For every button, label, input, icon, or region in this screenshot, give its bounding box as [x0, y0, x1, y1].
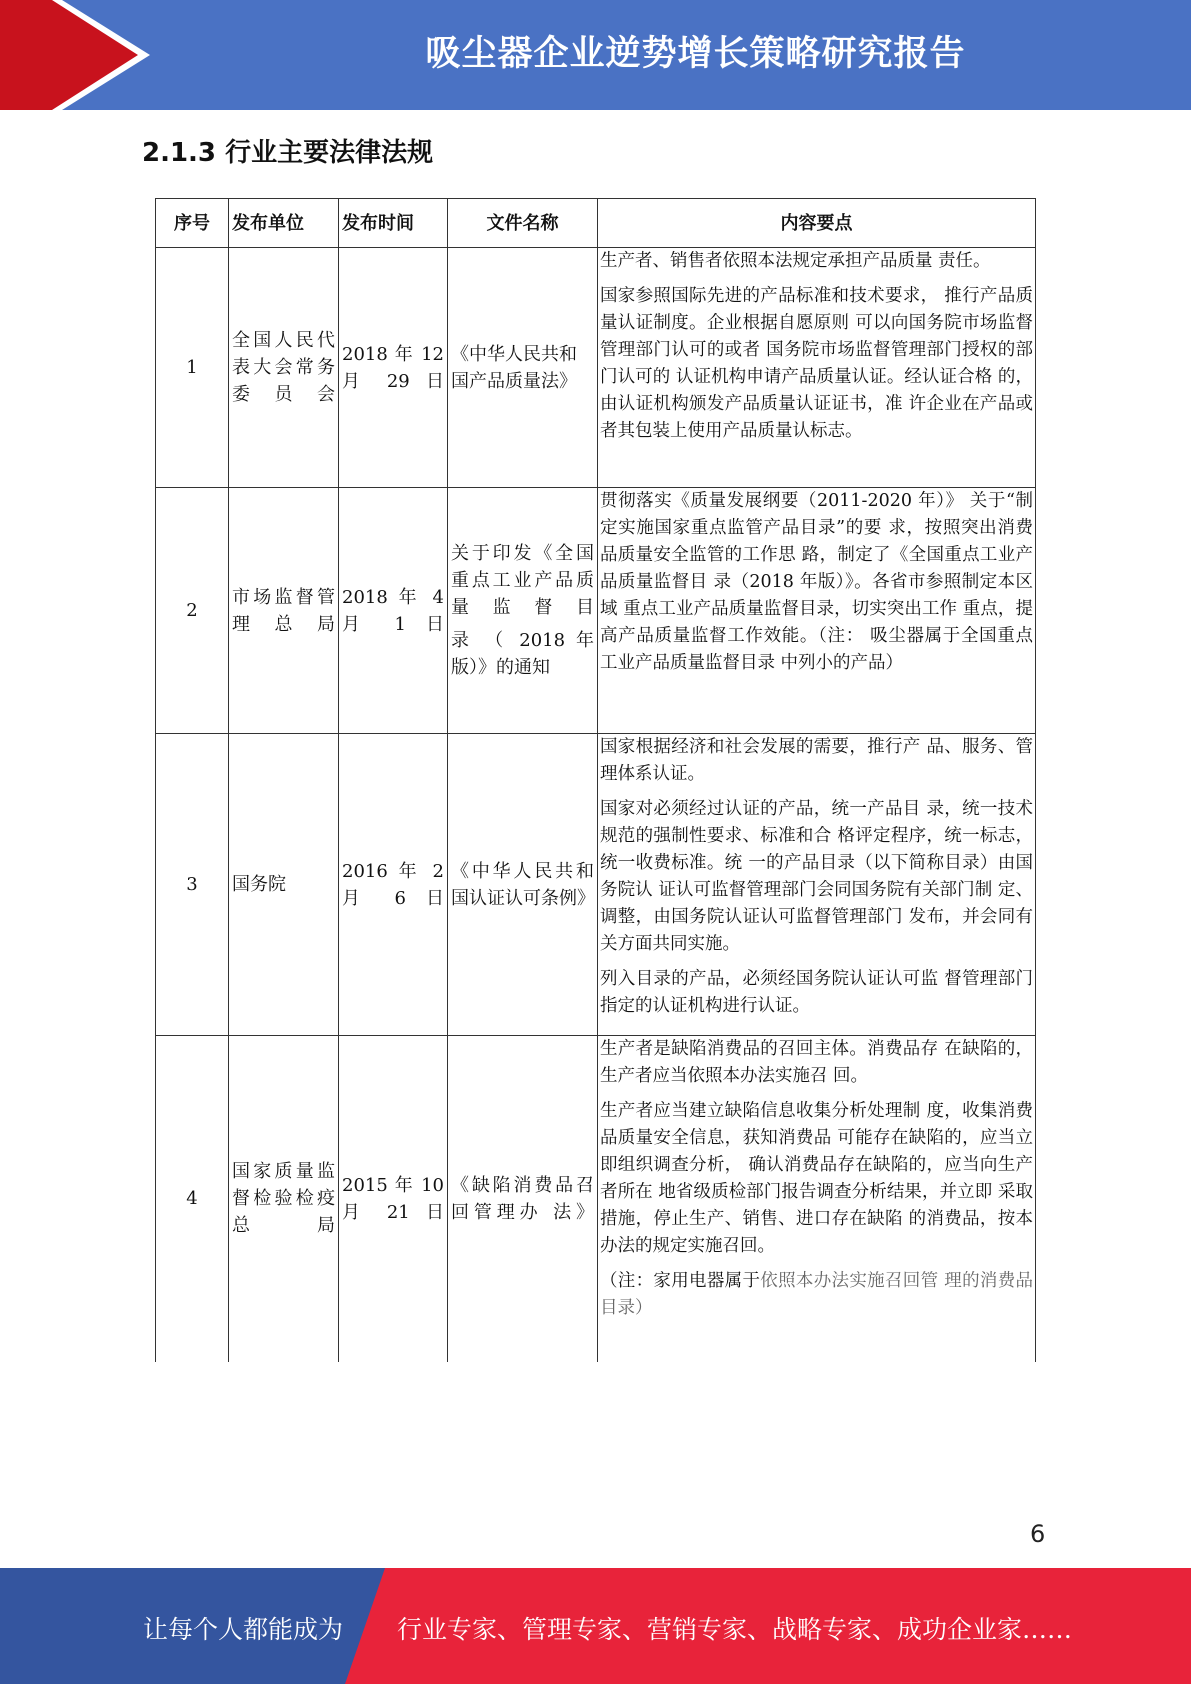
- header-no: 序号: [156, 199, 229, 248]
- header-points: 内容要点: [598, 199, 1036, 248]
- row-no: 3: [156, 734, 229, 1036]
- table-row: [156, 248, 1036, 488]
- row-date: 2015 年 10 月 21 日: [339, 1036, 448, 1362]
- row-points: [598, 488, 1036, 734]
- footer-banner: [0, 1568, 1191, 1684]
- point-text: 生产者、销售者依照本法规定承担产品质量 责任。: [600, 251, 991, 271]
- point-text: 生产者是缺陷消费品的召回主体。消费品存 在缺陷的，生产者应当依照本办法实施召 回。: [600, 1039, 1033, 1086]
- header-document: 文件名称: [448, 199, 598, 248]
- point-text: 生产者应当建立缺陷信息收集分析处理制 度，收集消费品质量安全信息，获知消费品 可能存在缺陷的，应当立即组织调查分析， 确认消费品存在缺陷的，应当向生产者所在 地省级质检部门报告调查分析结果，并立即 采取措施，停止生产、销售、进口存在缺陷 的消费品，按本办法的规定实施召回。: [600, 1101, 1033, 1256]
- document-line: 关于印发《全国重点工业产品质量监督目: [451, 543, 594, 618]
- row-issuer: 国务院: [229, 734, 339, 1036]
- table-header-row: [156, 199, 1036, 248]
- row-no: 1: [156, 248, 229, 488]
- point-text: 贯彻落实《质量发展纲要（2011-2020 年）》 关于“制定实施国家重点监管产品目录”的要 求，按照突出消费品质量安全监管的工作思 路，制定了《全国重点工业产品质量监督目 录（2018 年版）》。各省市参照制定本区域 重点工业产品质量监督目录，切实突出工作 重点，提高产品质量监督工作效能。（注： 吸尘器属于全国重点工业产品质量监督目录 中列小的产品）: [600, 491, 1033, 673]
- regulations-table: [155, 198, 1036, 1362]
- point-text: 列入目录的产品，必须经国务院认证认可监 督管理部门指定的认证机构进行认证。: [600, 969, 1033, 1016]
- row-document: 《缺陷消费品召回管理办 法》: [448, 1036, 598, 1362]
- report-title: 吸尘器企业逆势增长策略研究报告: [425, 34, 966, 74]
- point-text: 国家参照国际先进的产品标准和技术要求， 推行产品质量认证制度。企业根据自愿原则 可以向国务院市场监督管理部门认可的或者 国务院市场监督管理部门授权的部门认可的 认证机构申请产品质量认证。经认证合格 的，由认证机构颁发产品质量认证证书，准 许企业在产品或者其包装上使用产品质量认标志。: [600, 286, 1033, 441]
- row-document: 《中华人民共和国产品质量法》: [448, 248, 598, 488]
- page-number: 6: [1030, 1520, 1046, 1548]
- row-document: [448, 488, 598, 734]
- row-no: 4: [156, 1036, 229, 1362]
- section-heading: 2.1.3 行业主要法律法规: [142, 138, 434, 168]
- point-text: 国家根据经济和社会发展的需要，推行产 品、服务、管理体系认证。: [600, 737, 1033, 784]
- table-row: [156, 734, 1036, 1036]
- header-issuer: 发布单位: [229, 199, 339, 248]
- row-points: [598, 1036, 1036, 1362]
- note-prefix: （注：家用电器属于: [600, 1271, 761, 1291]
- row-date: 2016 年 2 月 6 日: [339, 734, 448, 1036]
- header-banner: [0, 0, 1191, 110]
- note-text: [600, 1268, 1033, 1322]
- header-date: 发布时间: [339, 199, 448, 248]
- point-text: 国家对必须经过认证的产品，统一产品目 录，统一技术规范的强制性要求、标准和合 格评定程序，统一标志，统一收费标准。统 一的产品目录（以下简称目录）由国务院认 证认可监督管理部门会同国务院有关部门制 定、调整，由国务院认证认可监督管理部门 发布，并会同有关方面共同实施。: [600, 799, 1033, 954]
- note-rest: 依照本办法实施召回管 理的消费品目录）: [600, 1271, 1034, 1318]
- row-date: 2018 年 12 月 29 日: [339, 248, 448, 488]
- table-row: [156, 488, 1036, 734]
- row-no: 2: [156, 488, 229, 734]
- row-points: [598, 248, 1036, 488]
- row-points: [598, 734, 1036, 1036]
- table-row: [156, 1036, 1036, 1362]
- row-issuer: 市场监督管理总局: [229, 488, 339, 734]
- row-issuer: 国家质量监督检验检疫总局: [229, 1036, 339, 1362]
- footer-slogan-right: 行业专家、管理专家、营销专家、战略专家、成功企业家……: [397, 1615, 1073, 1644]
- row-issuer: 全国人民代表大会常务委员会: [229, 248, 339, 488]
- row-date: 2018 年 4 月 1 日: [339, 488, 448, 734]
- document-line: 录 （ 2018 年版）》的通知: [451, 630, 594, 678]
- footer-slogan-left: 让每个人都能成为: [143, 1615, 344, 1644]
- row-document: 《中华人民共和国认证认可条例》: [448, 734, 598, 1036]
